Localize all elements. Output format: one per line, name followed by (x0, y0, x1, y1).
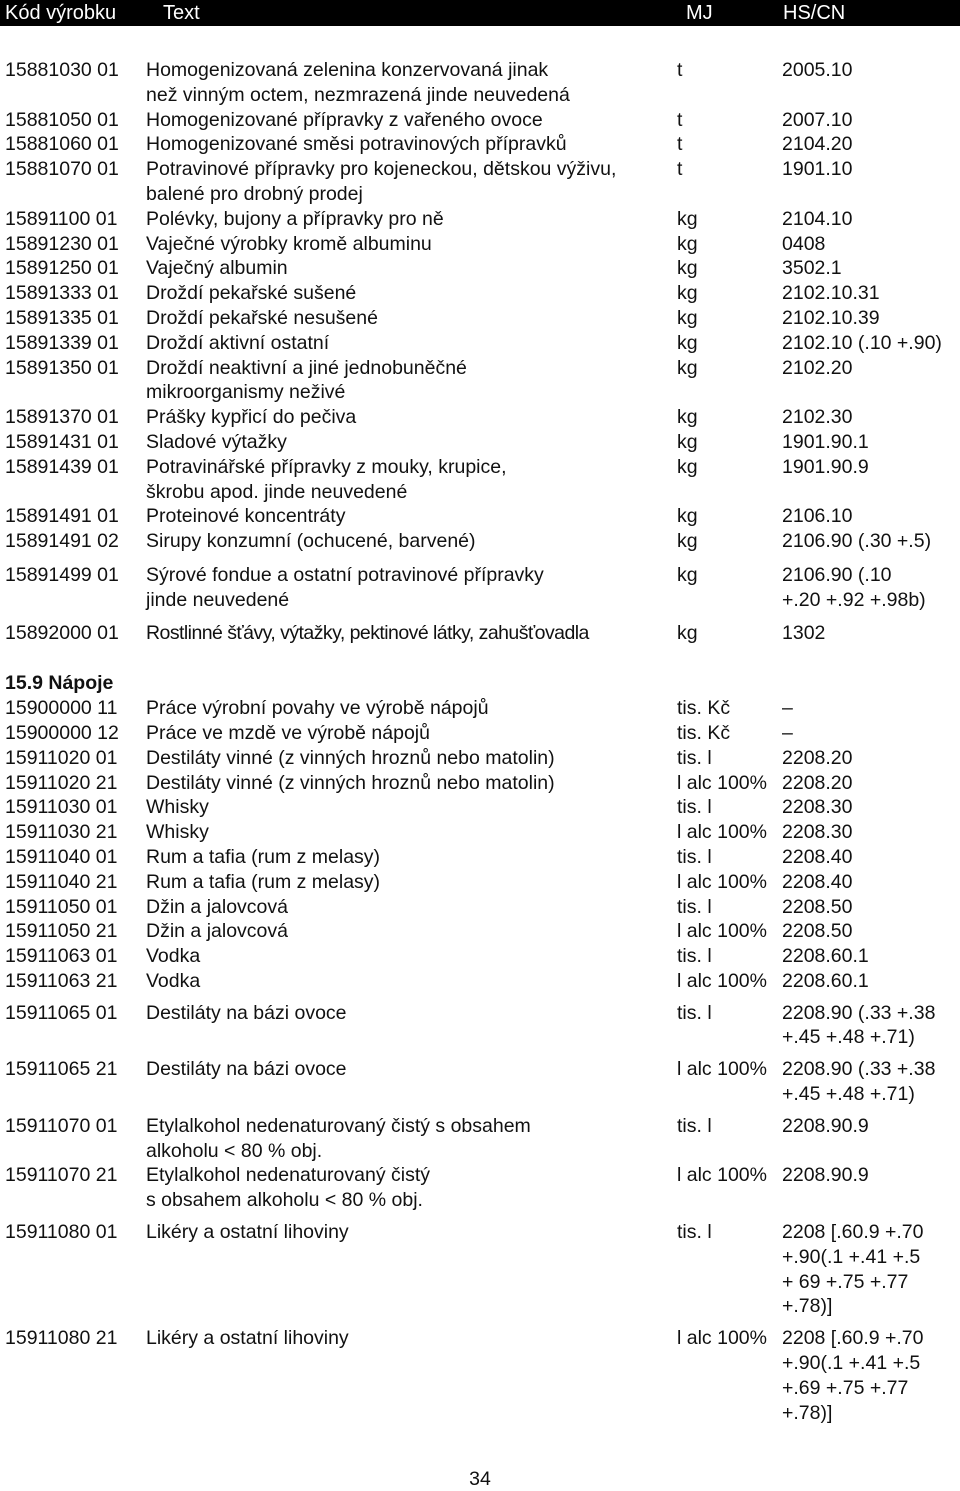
table-row (0, 430, 960, 455)
hs-line: 2208.90.9 (782, 1114, 869, 1137)
text-line: Likéry a ostatní lihoviny (146, 1221, 349, 1244)
product-text (146, 108, 543, 133)
hs-line: 2102.30 (782, 406, 853, 429)
hs-line: 2208.40 (782, 845, 853, 868)
product-text (146, 1220, 349, 1245)
table-row (0, 58, 960, 108)
hs-code (782, 455, 869, 480)
hs-line: 2208.40 (782, 870, 853, 893)
product-text (146, 430, 287, 455)
unit: t (677, 133, 683, 156)
hs-code (782, 356, 853, 381)
hs-code (782, 256, 842, 281)
hs-code (782, 845, 853, 870)
text-line: Droždí pekařské sušené (146, 282, 357, 305)
table-row (0, 281, 960, 306)
hs-code (782, 207, 853, 232)
table-row (0, 356, 960, 406)
text-line: jinde neuvedené (146, 588, 290, 611)
text-line: Vodka (146, 969, 201, 992)
table-row (0, 306, 960, 331)
unit: tis. l (677, 1001, 712, 1024)
unit: tis. l (677, 796, 712, 819)
text-line: Sýrové fondue a ostatní potravinové přípravky (146, 563, 544, 586)
hs-line: 2208.90 (.33 +.38 (782, 1058, 936, 1081)
hs-line: 2005.10 (782, 59, 853, 81)
product-code: 15911070 21 (5, 1164, 118, 1187)
hs-code (782, 771, 853, 796)
hs-code (782, 621, 825, 646)
hs-code (782, 919, 853, 944)
text-line: Práce ve mzdě ve výrobě nápojů (146, 721, 430, 744)
table-row (0, 845, 960, 870)
unit: t (677, 158, 683, 181)
product-text (146, 232, 432, 257)
hs-line: 2102.10 (.10 +.90) (782, 331, 942, 354)
unit: l alc 100% (677, 771, 767, 794)
hs-line: 3502.1 (782, 257, 842, 280)
table-row (0, 1114, 960, 1164)
header-unit: MJ (686, 2, 713, 24)
table-row (0, 696, 960, 721)
hs-code (782, 696, 793, 721)
hs-line: 2208 [.60.9 +.70 (782, 1221, 924, 1244)
product-code: 15891339 01 (5, 331, 119, 354)
product-text (146, 132, 567, 157)
product-text (146, 696, 489, 721)
table-row (0, 207, 960, 232)
product-code: 15891335 01 (5, 306, 119, 329)
text-line: Džin a jalovcová (146, 895, 288, 918)
unit: tis. l (677, 746, 712, 769)
unit: l alc 100% (677, 821, 767, 844)
hs-line: 2106.90 (.30 +.5) (782, 530, 932, 553)
hs-code (782, 529, 931, 554)
text-line: Rum a tafia (rum z melasy) (146, 870, 381, 893)
table-row (0, 820, 960, 845)
product-code: 15911080 01 (5, 1221, 118, 1244)
product-text (146, 207, 444, 232)
unit: tis. l (677, 945, 712, 968)
hs-line: 2208.50 (782, 920, 853, 943)
unit: l alc 100% (677, 870, 767, 893)
product-text (146, 281, 356, 306)
product-text (146, 1001, 347, 1026)
hs-line: 2208.20 (782, 771, 853, 794)
table-row (0, 1220, 960, 1319)
product-code: 15881050 01 (5, 108, 119, 131)
hs-code (782, 232, 825, 257)
product-code: 15911030 01 (5, 796, 118, 819)
product-text (146, 58, 570, 108)
product-code: 15911040 01 (5, 845, 118, 868)
product-code: 15891491 01 (5, 505, 119, 528)
table-row (0, 256, 960, 281)
hs-line: 1302 (782, 621, 826, 644)
text-line: Prášky kypřicí do pečiva (146, 406, 357, 429)
product-text (146, 1057, 347, 1082)
product-code: 15911050 01 (5, 895, 118, 918)
text-line: Potravinové přípravky pro kojeneckou, dětskou výživu, (146, 158, 617, 181)
hs-code (782, 504, 853, 529)
header-hs: HS/CN (783, 2, 846, 24)
product-code: 15881070 01 (5, 158, 119, 181)
text-line: Destiláty vinné (z vinných hroznů nebo matolin) (146, 746, 555, 769)
text-line: Práce výrobní povahy ve výrobě nápojů (146, 697, 489, 720)
text-line: Whisky (146, 821, 209, 844)
hs-code (782, 1220, 924, 1319)
table-row (0, 919, 960, 944)
unit: kg (677, 430, 698, 453)
hs-code (782, 157, 853, 182)
hs-code (782, 1057, 935, 1107)
hs-line: 2208.90 (.33 +.38 (782, 1001, 936, 1024)
unit: t (677, 108, 683, 131)
text-line: Homogenizovaná zelenina konzervovaná jinak (146, 59, 549, 81)
text-line: mikroorganismy neživé (146, 381, 346, 404)
product-text (146, 845, 380, 870)
unit: kg (677, 621, 698, 644)
text-line: Destiláty vinné (z vinných hroznů nebo matolin) (146, 771, 555, 794)
hs-line: 1901.10 (782, 158, 853, 181)
text-line: Whisky (146, 796, 209, 819)
table-row (0, 1057, 960, 1107)
unit: kg (677, 331, 698, 354)
hs-line: 2104.20 (782, 133, 853, 156)
hs-code (782, 969, 869, 994)
product-text (146, 504, 345, 529)
hs-line: +.90(.1 +.41 +.5 (782, 1352, 921, 1375)
table-row (0, 157, 960, 207)
product-text (146, 820, 209, 845)
table-row (0, 944, 960, 969)
unit: kg (677, 356, 698, 379)
table-header (0, 0, 960, 26)
unit: l alc 100% (677, 1058, 767, 1081)
header-code: Kód výrobku (5, 2, 117, 24)
hs-code (782, 405, 853, 430)
product-text (146, 1114, 531, 1164)
table-row (0, 529, 960, 554)
text-line: Likéry a ostatní lihoviny (146, 1327, 349, 1350)
product-code: 15911050 21 (5, 920, 118, 943)
product-text (146, 969, 200, 994)
hs-line: +.78)] (782, 1295, 833, 1318)
unit: kg (677, 282, 698, 305)
product-text (146, 1163, 430, 1213)
text-line: Rum a tafia (rum z melasy) (146, 845, 381, 868)
hs-line: – (782, 721, 793, 744)
text-line: Destiláty na bázi ovoce (146, 1058, 347, 1081)
hs-code (782, 281, 880, 306)
hs-line: 2106.90 (.10 (782, 563, 892, 586)
text-line: balené pro drobný prodej (146, 182, 363, 205)
text-line: Proteinové koncentráty (146, 505, 346, 528)
product-text (146, 356, 467, 406)
text-line: Homogenizované přípravky z vařeného ovoce (146, 108, 543, 131)
product-text (146, 771, 555, 796)
product-code: 15891491 02 (5, 530, 119, 553)
product-code: 15891333 01 (5, 282, 119, 305)
hs-code (782, 1114, 869, 1139)
table-row (0, 563, 960, 613)
hs-line: +.20 +.92 +.98b) (782, 588, 926, 611)
product-code: 15891230 01 (5, 232, 119, 255)
table-row (0, 895, 960, 920)
product-text (146, 256, 288, 281)
product-text (146, 331, 329, 356)
hs-code (782, 746, 853, 771)
unit: tis. Kč (677, 721, 731, 744)
unit: tis. l (677, 1114, 712, 1137)
unit: kg (677, 257, 698, 280)
product-text (146, 919, 288, 944)
hs-line: 2208.50 (782, 895, 853, 918)
product-code: 15911020 01 (5, 746, 118, 769)
hs-line: +.69 +.75 +.77 (782, 1376, 909, 1399)
table-row (0, 1326, 960, 1425)
unit: l alc 100% (677, 1164, 767, 1187)
product-text (146, 721, 430, 746)
table-row (0, 108, 960, 133)
unit: tis. Kč (677, 697, 731, 720)
product-code: 15911040 21 (5, 870, 118, 893)
product-code: 15900000 12 (5, 721, 119, 744)
product-code: 15891499 01 (5, 563, 119, 586)
unit: l alc 100% (677, 969, 767, 992)
table-row (0, 721, 960, 746)
product-code: 15891439 01 (5, 455, 119, 478)
hs-line: 0408 (782, 232, 826, 255)
hs-code (782, 1326, 924, 1425)
text-line: škrobu apod. jinde neuvedené (146, 480, 408, 503)
table-row (0, 1163, 960, 1213)
hs-code (782, 331, 942, 356)
hs-line: 2208.90.9 (782, 1164, 869, 1187)
product-code: 15911080 21 (5, 1327, 118, 1350)
unit: kg (677, 530, 698, 553)
hs-code (782, 306, 880, 331)
product-code: 15891100 01 (5, 207, 118, 230)
product-code: 15891431 01 (5, 430, 119, 453)
hs-line: +.45 +.48 +.71) (782, 1026, 915, 1049)
unit: kg (677, 406, 698, 429)
table-row (0, 795, 960, 820)
hs-line: +.90(.1 +.41 +.5 (782, 1245, 921, 1268)
hs-code (782, 58, 853, 83)
hs-code (782, 132, 853, 157)
product-code: 15911030 21 (5, 821, 118, 844)
table-row (0, 621, 960, 646)
product-text (146, 306, 378, 331)
product-code: 15891250 01 (5, 257, 119, 280)
hs-line: 2102.10.31 (782, 282, 880, 305)
unit: kg (677, 306, 698, 329)
hs-line: 2208 [.60.9 +.70 (782, 1327, 924, 1350)
page-number: 34 (469, 1468, 491, 1490)
product-text (146, 157, 616, 207)
table-row (0, 969, 960, 994)
text-line: Etylalkohol nedenaturovaný čistý (146, 1164, 430, 1187)
table-row (0, 746, 960, 771)
table-row (0, 771, 960, 796)
table-body (0, 58, 960, 1425)
unit: kg (677, 563, 698, 586)
product-code: 15911065 01 (5, 1001, 118, 1024)
product-code: 15881060 01 (5, 133, 119, 156)
table-row (0, 405, 960, 430)
text-line: Vaječný albumin (146, 257, 288, 280)
header-text: Text (163, 2, 200, 24)
text-line: Sirupy konzumní (ochucené, barvené) (146, 530, 476, 553)
unit: kg (677, 232, 698, 255)
hs-line: 1901.90.9 (782, 455, 869, 478)
text-line: Homogenizované směsi potravinových přípravků (146, 133, 567, 156)
product-code: 15892000 01 (5, 621, 119, 644)
product-text (146, 746, 555, 771)
hs-line: 2208.60.1 (782, 969, 869, 992)
hs-code (782, 870, 853, 895)
text-line: Destiláty na bázi ovoce (146, 1001, 347, 1024)
text-line: než vinným octem, nezmrazená jinde neuvedená (146, 83, 570, 106)
unit: kg (677, 207, 698, 230)
hs-line: 2208.30 (782, 796, 853, 819)
table-row (0, 1001, 960, 1051)
text-line: s obsahem alkoholu < 80 % obj. (146, 1189, 423, 1212)
text-line: Potravinářské přípravky z mouky, krupice, (146, 455, 507, 478)
hs-line: 2208.60.1 (782, 945, 869, 968)
unit: tis. l (677, 1221, 712, 1244)
product-code: 15911063 21 (5, 969, 118, 992)
unit: kg (677, 455, 698, 478)
text-line: Džin a jalovcová (146, 920, 288, 943)
product-text (146, 563, 544, 613)
product-text (146, 1326, 349, 1351)
hs-line: – (782, 697, 793, 720)
unit: t (677, 59, 683, 81)
hs-line: 2007.10 (782, 108, 853, 131)
text-line: Droždí neaktivní a jiné jednobuněčné (146, 356, 467, 379)
hs-code (782, 1001, 935, 1051)
hs-code (782, 430, 869, 455)
unit: tis. l (677, 895, 712, 918)
text-line: Vaječné výrobky kromě albuminu (146, 232, 432, 255)
unit: kg (677, 505, 698, 528)
hs-line: +.45 +.48 +.71) (782, 1083, 915, 1106)
product-code: 15900000 11 (5, 697, 118, 720)
product-text (146, 405, 356, 430)
text-line: alkoholu < 80 % obj. (146, 1139, 323, 1162)
hs-line: 2208.30 (782, 821, 853, 844)
section-title: 15.9 Nápoje (5, 672, 114, 695)
product-code: 15891370 01 (5, 406, 119, 429)
product-code: 15911070 01 (5, 1114, 118, 1137)
unit: l alc 100% (677, 920, 767, 943)
product-text (146, 944, 200, 969)
product-text (146, 529, 476, 554)
hs-code (782, 1163, 869, 1188)
product-text (146, 795, 209, 820)
text-line: Droždí aktivní ostatní (146, 331, 330, 354)
hs-line: 1901.90.1 (782, 430, 869, 453)
text-line: Vodka (146, 945, 201, 968)
product-text (146, 870, 380, 895)
hs-line: 2106.10 (782, 505, 853, 528)
hs-code (782, 895, 853, 920)
hs-code (782, 563, 926, 613)
hs-code (782, 820, 853, 845)
table-row (0, 132, 960, 157)
unit: l alc 100% (677, 1327, 767, 1350)
product-code: 15891350 01 (5, 356, 119, 379)
hs-code (782, 108, 853, 133)
table-row (0, 870, 960, 895)
product-code: 15911063 01 (5, 945, 118, 968)
hs-code (782, 795, 853, 820)
table-row (0, 504, 960, 529)
product-code: 15911065 21 (5, 1058, 118, 1081)
product-code: 15881030 01 (5, 59, 119, 81)
hs-code (782, 944, 869, 969)
text-line: Polévky, bujony a přípravky pro ně (146, 207, 444, 230)
table-row (0, 455, 960, 505)
hs-line: 2208.20 (782, 746, 853, 769)
hs-line: 2102.10.39 (782, 306, 880, 329)
unit: tis. l (677, 845, 712, 868)
text-line: Droždí pekařské nesušené (146, 306, 378, 329)
text-line: Rostlinné šťávy, výtažky, pektinové látky, zahušťovadla (146, 621, 589, 644)
product-text (146, 455, 507, 505)
hs-line: 2102.20 (782, 356, 853, 379)
hs-line: + 69 +.75 +.77 (782, 1270, 909, 1293)
table-row (0, 232, 960, 257)
text-line: Sladové výtažky (146, 430, 287, 453)
product-code: 15911020 21 (5, 771, 118, 794)
table-row (0, 331, 960, 356)
hs-code (782, 721, 793, 746)
product-text (146, 621, 589, 646)
hs-line: 2104.10 (782, 207, 853, 230)
hs-line: +.78)] (782, 1401, 833, 1424)
product-text (146, 895, 288, 920)
text-line: Etylalkohol nedenaturovaný čistý s obsahem (146, 1114, 531, 1137)
